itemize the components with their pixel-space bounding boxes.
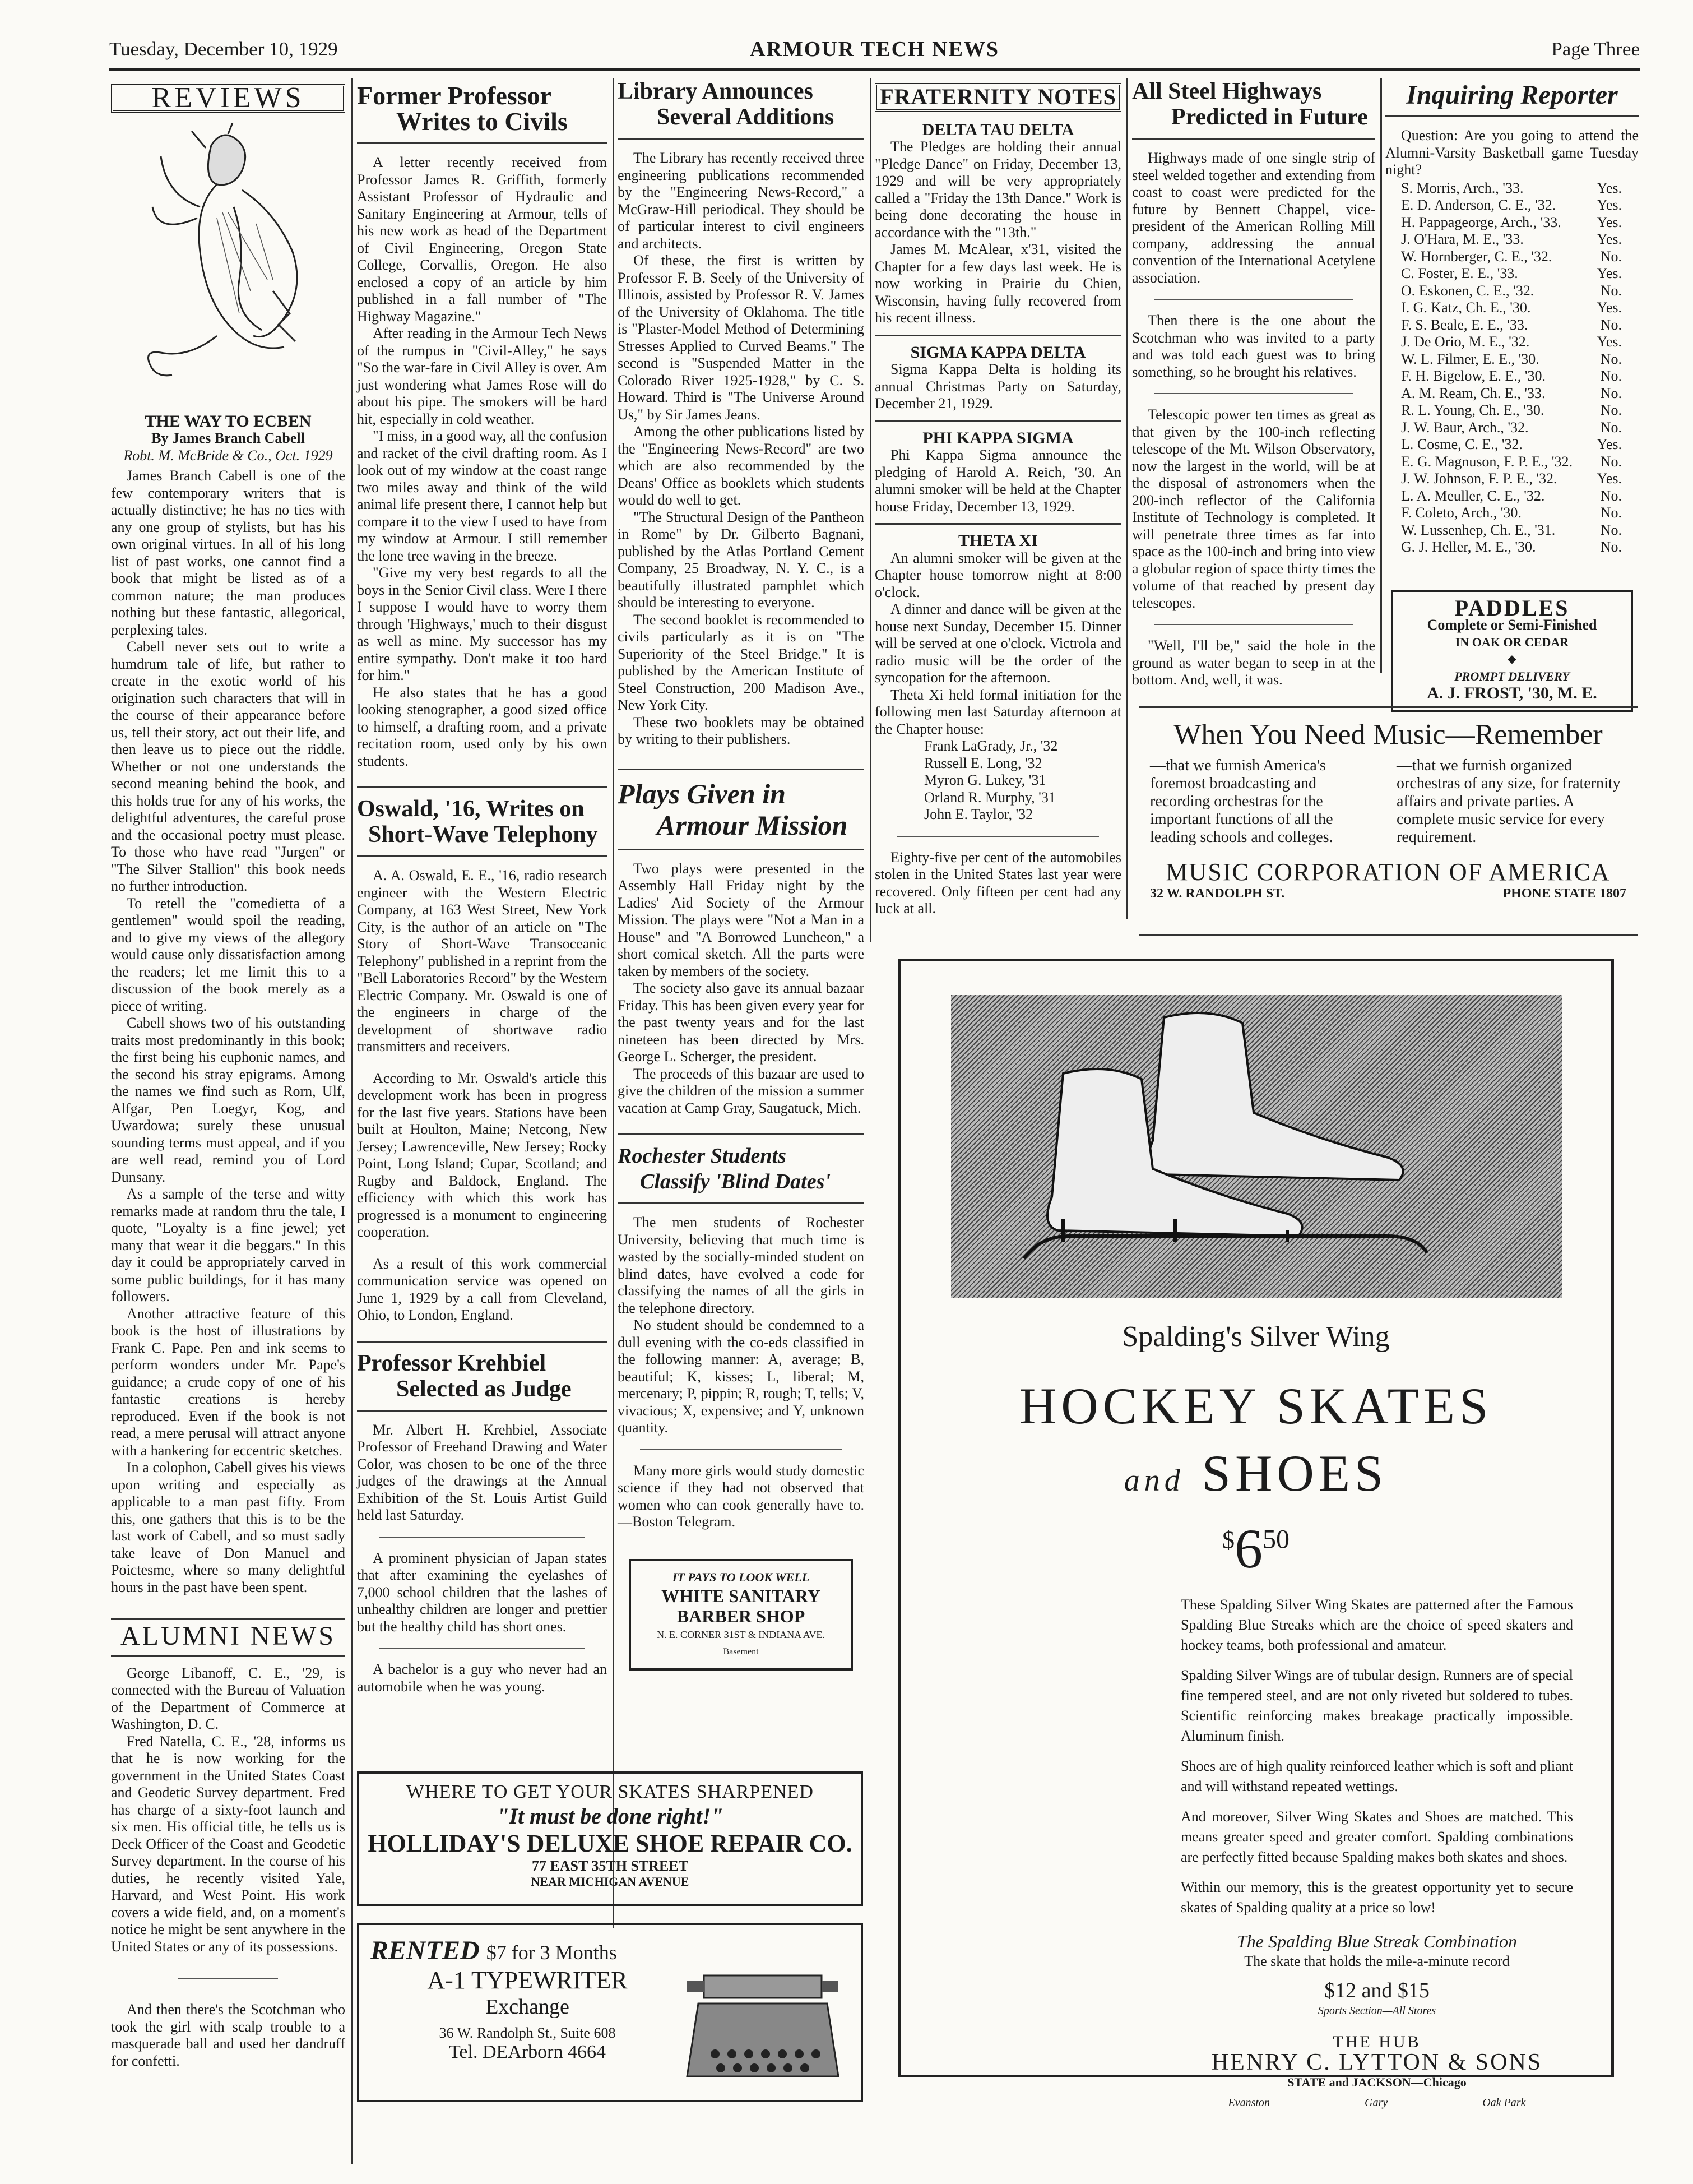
review-paragraph: James Branch Cabell is one of the few contemporary writers that is actually distinctive; he has no ties with any one group of stylists, but has his own original virtues. In all of his long list of past works, one cannot find a book that might be listed as of a common nature; the man produces nothing but these fantastic, allegorical, perplexing tales. (111, 468, 345, 638)
ad-paragraph: These Spalding Silver Wing Skates are patterned after the Famous Spalding Blue Streaks which are the choice of speed skaters and hockey teams, both professional and amateur. (1181, 1597, 1573, 1653)
respondent-name: I. G. Katz, Ch. E., '30. (1401, 299, 1531, 316)
ad-paragraph: Spalding Silver Wings are of tubular design. Runners are of special fine tempered steel, and are not only riveted but soldered to tubes. Scientific reinforcing makes breakage practically impossible. Aluminum finish. (1181, 1667, 1573, 1744)
newspaper-title: ARMOUR TECH NEWS (749, 38, 1000, 61)
column-divider (613, 78, 614, 1928)
plays-headline: Plays Given in Armour Mission (618, 778, 848, 841)
rochester-paragraph: The men students of Rochester University, believing that much time is wasted by the socially-minded student on blind dates, have evolved a code for classifying the names of all the girls in the telephone directory. (618, 1214, 864, 1316)
reporter-answer-row (1401, 334, 1639, 351)
library-headline: Library Announces Several Additions (618, 78, 834, 130)
respondent-name: O. Eskonen, C. E., '32. (1401, 282, 1534, 299)
fraternity-header: FRATERNITY NOTES (875, 83, 1121, 112)
library-paragraph: Of these, the first is written by Professor F. B. Seely of the University of Illinois, assisted by Professor R. V. James of the University of Oklahoma. The title is "Plaster-Model Method of Determining Stresses Applied to Curved Beams." The second is "Suspended Matter in the Colorado River 1925-1928," by C. S. Howard. Third is "The Universe Around Us," by Sir James Jeans. (618, 252, 864, 423)
reporter-answer-row (1401, 180, 1639, 197)
column-divider (1380, 78, 1382, 673)
ad-paragraph: Within our memory, this is the greatest opportunity yet to secure skates of Spalding quality at a price so low! (1181, 1879, 1573, 1915)
reviews-header: REVIEWS (111, 84, 345, 113)
reporter-answer-row (1401, 385, 1639, 402)
library-paragraph: The Library has recently received three engineering publications recommended by the "Engineering News-Record," a McGraw-Hill periodical. They should be of particular interest to civil engineers and architects. (618, 150, 864, 252)
book-byline: By James Branch Cabell (151, 430, 305, 446)
column-divider (351, 78, 353, 2164)
paddles-ad: PADDLES Complete or Semi-Finished IN OAK OR CEDAR —◆— PROMPT DELIVERY A. J. FROST, '30, M. E. (1391, 590, 1633, 712)
respondent-name: W. Hornberger, C. E., '32. (1401, 248, 1552, 265)
initiate-name: Orland R. Murphy, '31 (924, 789, 1056, 806)
plays-paragraph: Two plays were presented in the Assembly Hall Friday night by the Ladies' Aid Society of the Armour Mission. The plays were "Not a Man in a House" and "A Borrowed Luncheon," a short comical sketch. All the parts were taken by members of the society. (618, 860, 864, 979)
typewriter-ad: RENTED $7 for 3 Months A-1 TYPEWRITER Exchange 36 W. Randolph St., Suite 608 Tel. DEArborn 4664 (357, 1923, 863, 2102)
book-publisher: Robt. M. McBride & Co., Oct. 1929 (123, 447, 333, 464)
plays-paragraph: The proceeds of this bazaar are used to give the children of the mission a summer vacation at Camp Gray, Saugatuck, Mich. (618, 1065, 864, 1116)
ad-paragraph: And moreover, Silver Wing Skates and Shoes are matched. This means greater speed and greater comfort. Spalding combinations are perfectly fitted because Spalding makes both skates and shoes. (1181, 1808, 1573, 1865)
plays-paragraph: The society also gave its annual bazaar Friday. This has been given every year for the past twenty years and for the last nineteen has been directed by Mrs. George L. Scherger, the president. (618, 980, 864, 1065)
spalding-skates-ad: Spalding's Silver Wing HOCKEY SKATES and SHOES $^{\$}6^{50}$ These Spalding Silver Wing Skates are patterned after the Famous Spalding Blue Streaks which are the choice of speed skaters and hockey teams, both professional and amateur. Spalding Silver Wings are of tubular design. Runners are of special fine tempered steel, and are not only riveted but soldered to tubes. Scientific reinforcing makes breakage practically impossible. Aluminum finish. Shoes are of high quality reinforced leather which is soft and pliant and will withstand repeated wettings. And moreover, Silver Wing Skates and Shoes are matched. This means greater speed and greater comfort. Spalding combinations are perfectly fitted because Spalding makes both skates and shoes. Within our memory, this is the greatest opportunity yet to secure skates of Spalding quality at a price so low! The Spalding Blue Streak Combination The skate that holds the mile-a-minute record $12 and $15 Sports Section—All Stores THE HUB HENRY C. LYTTON & SONS STATE and JACKSON—Chicago Evanston Gary Oak Park (898, 959, 1614, 2077)
reporter-answer-row (1401, 368, 1639, 385)
reporter-answer-row (1401, 248, 1639, 266)
reporter-answer-row (1401, 265, 1639, 283)
krehbiel-paragraph: Mr. Albert H. Krehbiel, Associate Professor of Freehand Drawing and Water Color, was chosen to be one of the three judges of the drawings at the Annual Exhibition of the St. Louis Artist Guild held last Saturday. (357, 1421, 607, 1523)
reporter-answer-row (1401, 299, 1639, 317)
respondent-answer: No. (1600, 248, 1622, 265)
oswald-paragraph: According to Mr. Oswald's article this development work has been in progress for the last five years. Stations have been built at Houlton, Maine; Netcong, New Jersey; Lawrenceville, New Jersey; Rocky Point, Long Island; Cupar, Scotland; and Rugby and Baldock, England. The efficiency with which this work has progressed is a monument to engineering cooperation. (357, 1070, 607, 1240)
respondent-name: C. Foster, E. E., '33. (1401, 265, 1518, 281)
oswald-headline: Oswald, '16, Writes on Short-Wave Telephony (357, 796, 598, 848)
library-paragraph: Among the other publications listed by the "Engineering News-Record" are two which are also recommended by the Deans' Office as booklets which students would do well to get. (618, 423, 864, 508)
review-paragraph: To retell the "comedietta of a gentlemen" would spoil the reading, and to give my views of the allegory would cause only dissatisfaction among the readers; let me limit this to a discussion of the book merely as a piece of writing. (111, 895, 345, 1014)
respondent-name: A. M. Ream, Ch. E., '33. (1401, 385, 1546, 401)
skd-title: SIGMA KAPPA DELTA (910, 343, 1086, 362)
respondent-answer: No. (1600, 487, 1622, 504)
filler-paragraph: Then there is the one about the Scotchman who was invited to a party and was told each guest was to bring something, so he brought his relatives. (1132, 312, 1375, 380)
fraternity-paragraph: James M. McAlear, x'31, visited the Chapter for a few days last week. He is now working in Prairie du Chien, Wisconsin, having fully recovered from his recent illness. (875, 241, 1121, 326)
respondent-name: J. W. Baur, Arch., '32. (1401, 419, 1529, 436)
respondent-answer: No. (1600, 402, 1622, 418)
respondent-answer: No. (1600, 453, 1622, 470)
fraternity-paragraph: A dinner and dance will be given at the house next Sunday, December 15. Dinner will be served at one o'clock. Victrola and radio music will be the order of the syncopation for the afternoon. (875, 601, 1121, 686)
tx-title: THETA XI (958, 531, 1038, 550)
professor-paragraph: After reading in the Armour Tech News of the rumpus in "Civil-Alley," he says "So the war-fare in Civil Alley is over. Am just wondering what James Rose will do about his pipe. The smokers will be hard hit, especially in cold weather. (357, 325, 607, 427)
reporter-answers (1385, 180, 1639, 556)
fraternity-paragraph: The Pledges are holding their annual "Pledge Dance" on Friday, December 13, 1929 and will be very appropriately called a "Friday the 13th Dance." Work is being done decorating the house in accordance with the "13th." (875, 138, 1121, 240)
reporter-answer-row (1401, 488, 1639, 505)
library-paragraph: These two booklets may be obtained by writing to their publishers. (618, 714, 864, 747)
respondent-answer: Yes. (1597, 231, 1622, 247)
professor-paragraph: "Give my very best regards to all the boys in the Senior Civil class. Were I there I suppose I would have to worry them through 'Highways,' much to their disgust as well as mine. My successor has my entire sympathy. Don't make it too hard for him." (357, 564, 607, 683)
rochester-headline: Rochester Students Classify 'Blind Dates' (618, 1144, 831, 1193)
respondent-answer: Yes. (1597, 299, 1622, 316)
reporter-header: Inquiring Reporter (1406, 80, 1618, 110)
reporter-answer-row (1401, 505, 1639, 522)
respondent-answer: Yes. (1597, 265, 1622, 281)
respondent-name: L. A. Meuller, C. E., '32. (1401, 487, 1545, 504)
respondent-name: W. L. Filmer, E. E., '30. (1401, 350, 1539, 367)
filler-paragraph: Many more girls would study domestic science if they had not observed that women who can cook generally have to.—Boston Telegram. (618, 1462, 864, 1530)
reporter-answer-row (1401, 470, 1639, 488)
respondent-answer: Yes. (1597, 436, 1622, 452)
fraternity-paragraph: Theta Xi held formal initiation for the following men last Saturday afternoon at the Chapter house: (875, 686, 1121, 737)
respondent-answer: No. (1600, 521, 1622, 538)
respondent-answer: No. (1600, 350, 1622, 367)
skate-sharpening-ad: WHERE TO GET YOUR SKATES SHARPENED "It must be done right!" HOLLIDAY'S DELUXE SHOE REPAIR CO. 77 EAST 35TH STREET NEAR MICHIGAN AVENUE (357, 1771, 863, 1906)
reporter-answer-row (1401, 402, 1639, 419)
respondent-answer: Yes. (1597, 470, 1622, 487)
respondent-answer: No. (1600, 505, 1622, 521)
highways-paragraph: Highways made of one single strip of steel welded together and extending from coast to coast were predicted for the future by Bennett Chappel, vice-president of the American Rolling Mill company, addressing the annual convention of the International Acetylene association. (1132, 150, 1375, 286)
krehbiel-headline: Professor Krehbiel Selected as Judge (357, 1350, 572, 1402)
issue-date: Tuesday, December 10, 1929 (109, 38, 338, 60)
oswald-paragraph: As a result of this work commercial communication service was opened on June 1, 1929 by a call from Cleveland, Ohio, to London, England. (357, 1255, 607, 1323)
column-divider (1126, 78, 1128, 919)
filler-paragraph: Eighty-five per cent of the automobiles stolen in the United States last year were recovered. Only fifteen per cent had any luck at all. (875, 849, 1121, 917)
column-divider (870, 78, 871, 942)
column-four (875, 83, 1121, 918)
ad-paragraph: Shoes are of high quality reinforced leather which is soft and pliant and will withstand repeated wettings. (1181, 1758, 1573, 1794)
devil-illustration (144, 123, 312, 403)
reporter-answer-row (1401, 231, 1639, 248)
filler-paragraph: Telescopic power ten times as great as that given by the 100-inch reflecting telescope of the Mt. Wilson Observatory, now the largest in the world, will be at the disposal of astronomers when the 200-inch reflector of the California Institute of Technology is completed. It will penetrate three times as far into space as the 100-inch and bring into view a globular region of space thirty times the volume of that reached by present day telescopes. (1132, 406, 1375, 611)
respondent-answer: No. (1600, 282, 1622, 299)
respondent-name: J. W. Johnson, F. P. E., '32. (1401, 470, 1557, 487)
alumni-paragraph: George Libanoff, C. E., '29, is connected with the Bureau of Valuation of the Department of Commerce at Washington, D. C. (111, 1664, 345, 1732)
pks-title: PHI KAPPA SIGMA (922, 428, 1074, 447)
column-three (618, 78, 864, 1671)
respondent-name: S. Morris, Arch., '33. (1401, 179, 1524, 196)
alumni-paragraph: Fred Natella, C. E., '28, informs us that he is now working for the government in the United States Coast and Geodetic Survey department. Fred has charge of a sixty-foot launch and six men. His official title, he tells us is Deck Officer of the Coast and Geodetic Survey department. In the course of his duties, he recently visited Yale, Harvard, and West Point. His work covers a wide field, and, on a moment's notice he might be sent anywhere in the United States or any of its possessions. (111, 1733, 345, 1955)
respondent-answer: No. (1600, 368, 1622, 384)
alumni-header: ALUMNI NEWS (120, 1621, 336, 1651)
reporter-answer-row (1401, 522, 1639, 539)
review-paragraph: Cabell shows two of his outstanding traits most predominantly in this book; the first being his euphonic names, and the second his stray epigrams. Among the names we find such as Rorn, Ulf, Alfgar, Pen Loegyr, Kog, and Uwardowa; surely these unusual sounding terms must appeal, and if you are well read, remind you of Lord Dunsany. (111, 1015, 345, 1185)
reporter-answer-row (1401, 419, 1639, 437)
reporter-question: Question: Are you going to attend the Alumni-Varsity Basketball game Tuesday night? (1385, 127, 1639, 178)
respondent-name: E. D. Anderson, C. E., '32. (1401, 197, 1556, 213)
music-ad: When You Need Music—Remember —that we furnish America's foremost broadcasting and recording orchestras for the important functions of all the leading schools and colleges. —that we furnish organized orchestras of any size, for fraternity affairs and private parties. A complete music service for every requirement. MUSIC CORPORATION OF AMERICA 32 W. RANDOLPH ST. PHONE STATE 1807 (1139, 706, 1638, 936)
respondent-answer: No. (1600, 419, 1622, 436)
respondent-name: F. S. Beale, E. E., '33. (1401, 316, 1528, 333)
reporter-answer-row (1401, 539, 1639, 556)
reporter-answer-row (1401, 351, 1639, 368)
column-two (357, 83, 607, 1695)
column-six (1385, 78, 1639, 712)
respondent-name: G. J. Heller, M. E., '30. (1401, 539, 1536, 555)
library-paragraph: The second booklet is recommended to civils particularly as it is on "The Superiority of the Steel Bridge." It is published by the American Institute of Steel Construction, 200 Madison Ave., New York City. (618, 611, 864, 713)
professor-paragraph: "I miss, in a good way, all the confusion and racket of the civil drafting room. As I look out of my window at the coast range two miles away and think of the wild animal life present there, I cannot help but compare it to the view I used to have from my window at Armour. I still remember the lone tree waving in the breeze. (357, 428, 607, 564)
column-five (1132, 78, 1375, 689)
respondent-answer: No. (1600, 385, 1622, 401)
reviews-column (111, 84, 345, 2070)
initiate-name: Myron G. Lukey, '31 (924, 772, 1046, 788)
respondent-answer: Yes. (1597, 334, 1622, 350)
respondent-name: J. De Orio, M. E., '32. (1401, 334, 1530, 350)
reporter-answer-row (1401, 317, 1639, 334)
review-paragraph: As a sample of the terse and witty remarks made at random thru the tale, I quote, "Loyalty is a fine jewel; yet many that wear it die beggars." In this day it could be appropriately carved in some public buildings, for it has many followers. (111, 1186, 345, 1304)
respondent-name: F. H. Bigelow, E. E., '30. (1401, 368, 1546, 384)
professor-headline: Former Professor Writes to Civils (357, 81, 568, 136)
filler-paragraph: A prominent physician of Japan states that after examining the eyelashes of 7,000 school children that the lashes of unhealthy children are longer and prettier but the healthy child has short ones. (357, 1549, 607, 1635)
reporter-answer-row (1401, 214, 1639, 232)
book-title: THE WAY TO ECBEN (145, 411, 312, 431)
reporter-answer-row (1401, 197, 1639, 214)
review-paragraph: Cabell never sets out to write a humdrum tale of life, but rather to create in the exotic world of his origination such characters that will in the course of their appearance before us, tell their story, act out their life, and then leave us to piece out the riddle. Whether or not one understands the second meaning behind the book, and this holds true for any of his works, the delightful adventures, the careful prose and the occasional poetry must please. To those who have read "Jurgen" or "The Silver Stallion" this book needs no further introduction. (111, 638, 345, 894)
initiate-name: Frank LaGrady, Jr., '32 (924, 738, 1058, 754)
oswald-paragraph: A. A. Oswald, E. E., '16, radio research engineer with the Western Electric Company, at 163 West Street, New York City, is the author of an article on "The Story of Short-Wave Transoceanic Telephony" published in a reprint from the "Bell Laboratories Record" by the Western Electric Company. Mr. Oswald is one of the engineers in charge of the development of shortwave radio transmitters and receivers. (357, 867, 607, 1054)
professor-paragraph: He also states that he has a good looking stenographer, a good sized office to himself, a drafting room, and a private recitation room, used only by his own students. (357, 684, 607, 769)
barber-shop-ad: IT PAYS TO LOOK WELL WHITE SANITARY BARBER SHOP N. E. CORNER 31ST & INDIANA AVE. Basement (629, 1559, 853, 1671)
respondent-answer: Yes. (1597, 197, 1622, 213)
rochester-paragraph: No student should be condemned to a dull evening with the co-eds classified in the following manner: A, average; B, beautiful; K, kisses; L, liberal; M, mercenary; P, pippin; R, rough; T, tells; V, vivacious; X, expensive; and Y, unknown quantity. (618, 1317, 864, 1436)
library-paragraph: "The Structural Design of the Pantheon in Rome" by Dr. Gilberto Bagnani, published by the Atlas Portland Cement Company, 25 Broadway, N. Y. C., is a beautifully illustrated pamphlet which should be interesting to everyone. (618, 508, 864, 610)
respondent-answer: Yes. (1597, 214, 1622, 230)
fraternity-paragraph: Sigma Kappa Delta is holding its annual Christmas Party on Saturday, December 21, 1929. (875, 361, 1121, 411)
fraternity-paragraph: Phi Kappa Sigma announce the pledging of Harold A. Reich, '30. An alumni smoker will be held at the Chapter house Friday, December 13, 1929. (875, 447, 1121, 515)
price-tag: $^{\$}6^{50}$ (1222, 1517, 1290, 1580)
dtd-title: DELTA TAU DELTA (922, 120, 1074, 139)
respondent-answer: Yes. (1597, 179, 1622, 196)
reporter-answer-row (1401, 436, 1639, 454)
masthead-rule (109, 68, 1640, 71)
review-paragraph: Another attractive feature of this book is the host of illustrations by Frank C. Pape. Pen and ink seems to perform wonders under Mr. Pape's guidance; a crude copy of one of his fantastic creations is hereby reproduced. Even if the book is not read, a mere perusal will attract anyone with a hankering for eccentric sketches. (111, 1305, 345, 1459)
respondent-name: W. Lussenhep, Ch. E., '31. (1401, 521, 1556, 538)
respondent-answer: No. (1600, 316, 1622, 333)
masthead (109, 35, 1640, 70)
typewriter-illustration (681, 1959, 844, 2088)
fraternity-paragraph: An alumni smoker will be given at the Chapter house tomorrow night at 8:00 o'clock. (875, 549, 1121, 600)
respondent-name: E. G. Magnuson, F. P. E., '32. (1401, 453, 1573, 470)
reporter-answer-row (1401, 454, 1639, 471)
respondent-name: H. Pappageorge, Arch., '33. (1401, 214, 1561, 230)
highways-headline: All Steel Highways Predicted in Future (1132, 78, 1368, 130)
respondent-name: R. L. Young, Ch. E., '30. (1401, 402, 1544, 418)
reporter-answer-row (1401, 283, 1639, 300)
page-number: Page Three (1551, 38, 1640, 60)
respondent-answer: No. (1600, 539, 1622, 555)
respondent-name: L. Cosme, C. E., '32. (1401, 436, 1523, 452)
initiate-name: John E. Taylor, '32 (924, 806, 1033, 822)
professor-paragraph: A letter recently received from Professor James R. Griffith, formerly Assistant Professor of Hydraulic and Sanitary Engineering at Armour, tells of his new work as head of the Department of Civil Engineering, Oregon State College, Corvallis, Oregon. He also enclosed a copy of an article by him published in a fall number of "The Highway Magazine." (357, 154, 607, 325)
respondent-name: F. Coleto, Arch., '30. (1401, 505, 1522, 521)
filler-paragraph: A bachelor is a guy who never had an automobile when he was young. (357, 1661, 607, 1695)
review-paragraph: In a colophon, Cabell gives his views upon writing and especially as applicable to a man past fifty. From this, one gathers that this is to be the last work of Cabell, and so must sadly take leave of Don Manuel and Poictesme, where so many delightful hours in the past have been spent. (111, 1459, 345, 1595)
ice-skates-illustration (951, 995, 1562, 1298)
respondent-name: J. O'Hara, M. E., '33. (1401, 231, 1524, 247)
filler-paragraph: "Well, I'll be," said the hole in the ground as water began to seep in at the bottom. And, well, it was. (1132, 637, 1375, 688)
initiate-name: Russell E. Long, '32 (924, 755, 1042, 771)
alumni-paragraph: And then there's the Scotchman who took the girl with scalp trouble to a masquerade ball and used her dandruff for confetti. (111, 2001, 345, 2069)
